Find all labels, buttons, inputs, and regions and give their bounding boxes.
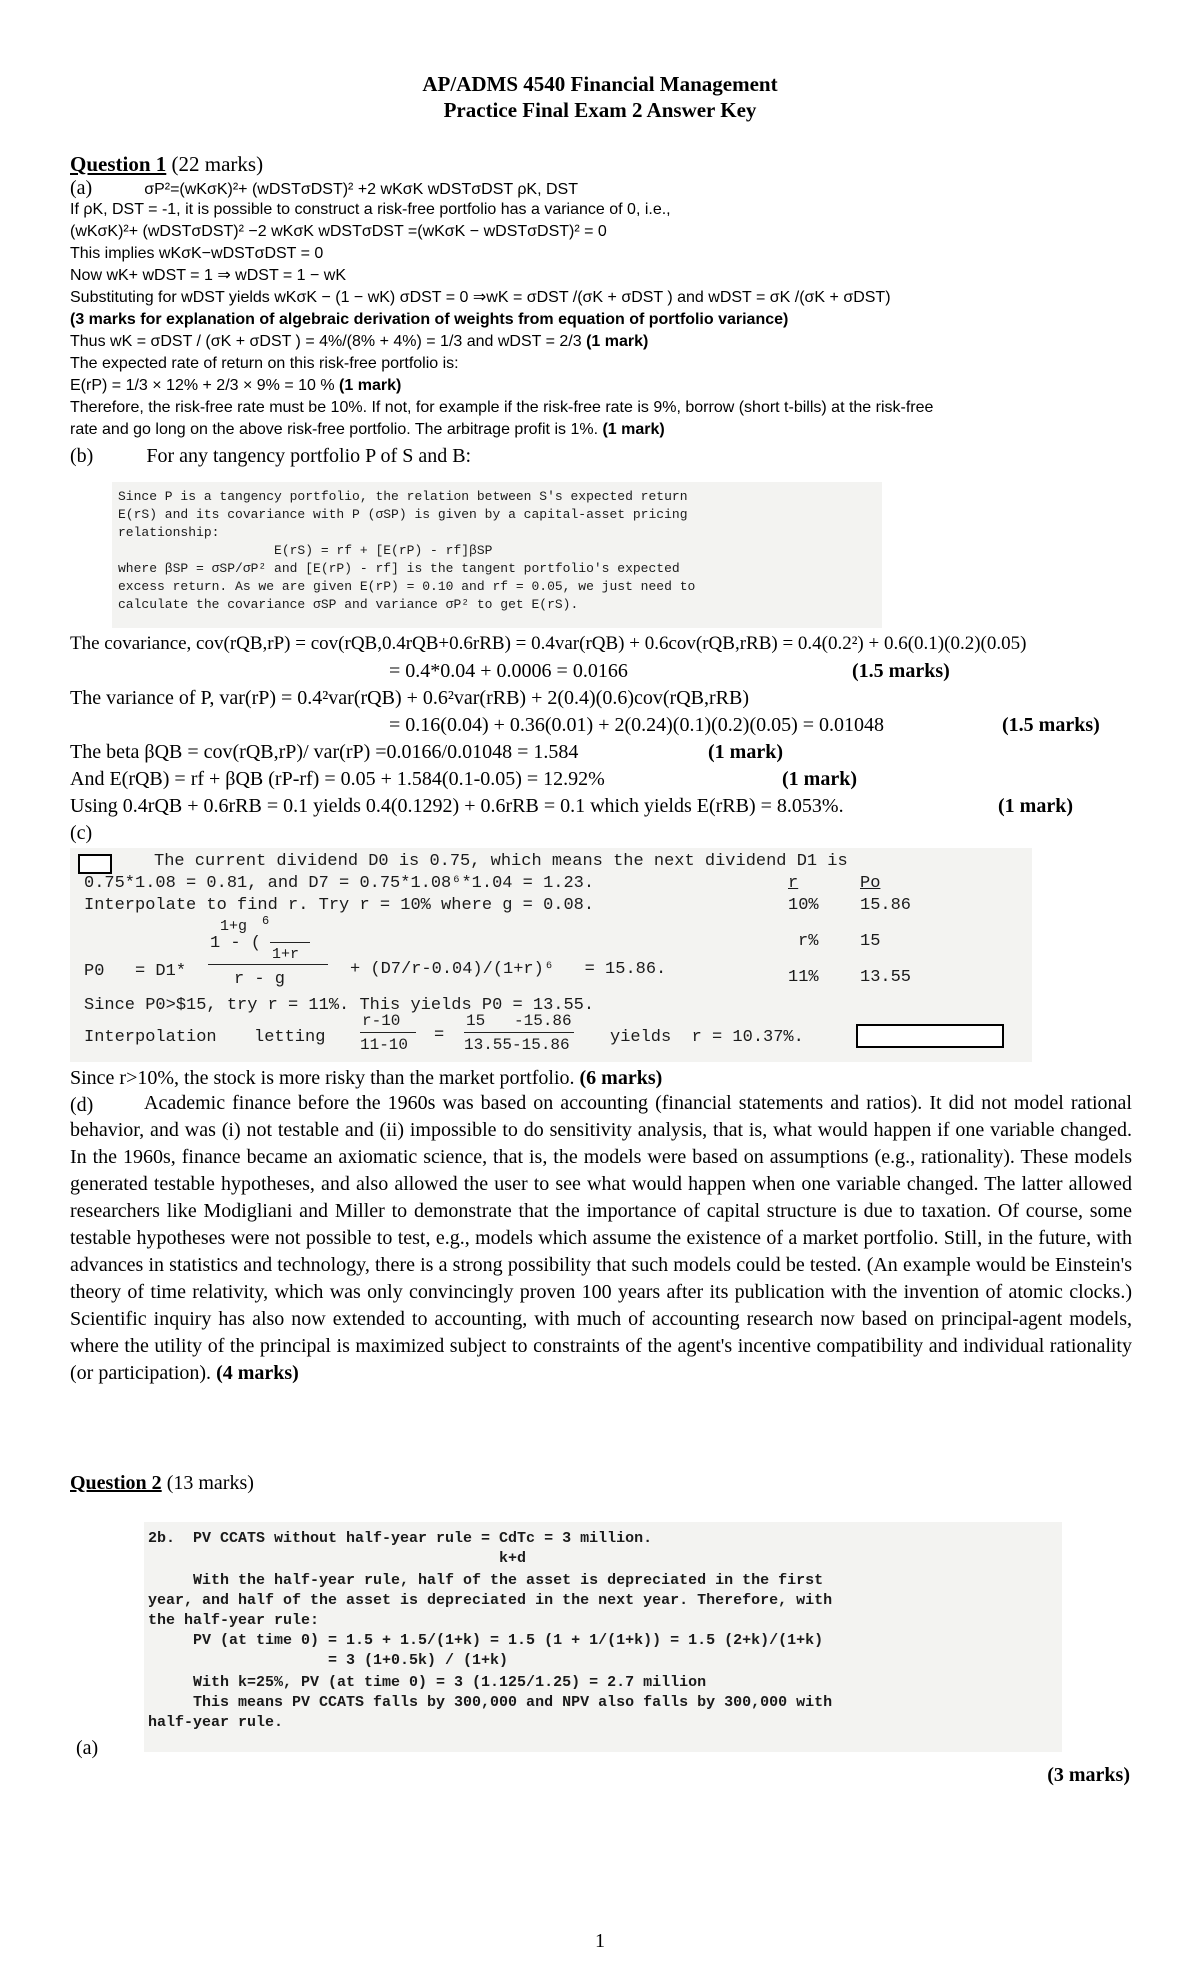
q1b-scanned-excerpt — [112, 482, 882, 628]
q1c-answer-box — [856, 1024, 1004, 1048]
q1a-line-11-text: rate and go long on the above risk-free portfolio. The arbitrage profit is 1%. — [70, 421, 599, 438]
q1c-formula-terminal: + (D7/r-0.04)/(1+r)⁶ = 15.86. — [350, 960, 667, 979]
document-title: AP/ADMS 4540 Financial Management — [422, 72, 778, 96]
q1c-formula-denominator: r - g — [234, 970, 286, 989]
q2-scan-line-7: = 3 (1+0.5k) / (1+k) — [148, 1652, 509, 1669]
q1c-formula-growth-numerator: 1+g — [220, 918, 248, 935]
q2-scan-line-10: half-year rule. — [148, 1714, 284, 1731]
q1c-table-header-r: r — [788, 874, 799, 893]
question-2-marks: (13 marks) — [161, 1472, 254, 1494]
q1a-label: (a) — [70, 177, 93, 199]
q1c-conclusion: Since r>10%, the stock is more risky than the market portfolio. — [70, 1067, 575, 1089]
q1a-line-2: (wKσK)²+ (wDSTσDST)² −2 wKσK wDSTσDST =(wKσK − wDSTσDST)² = 0 — [70, 223, 607, 240]
q1c-conclusion-line — [70, 1066, 662, 1090]
q1d-marks: (4 marks) — [211, 1362, 299, 1384]
q2-scan-line-8: With k=25%, PV (at time 0) = 3 (1.125/1.25) = 2.7 million — [148, 1674, 707, 1691]
q1c-interp-bar-1 — [360, 1032, 416, 1033]
q1d-text: Academic finance before the 1960s was based on accounting (financial statements and ratios). It did not model rational behavior, and was (i) not testable and (ii) impossible to do sensitivity analysis, that is, what would happen if one variable changed. In the 1960s, finance became an axiomatic science, that is, the models were based on assumptions (e.g., rationality). These models generated testable hypotheses, and also allowed the user to see what would happen when one variable changed. The latter allowed researchers like Modigliani and Miller to demonstrate that the importance of capital structure is due to taxation. Of course, some testable hypotheses were not possible to test, e.g., models which assume the existence of a market portfolio. Still, in the future, with advances in statistics and technology, there is a strong possibility that such models could be tested. (An example would be Einstein's theory of time relativity, which was only convincingly proven 100 years after its publication with the invention of atomic clocks.) Scientific inquiry has also now extended to accounting, with much of accounting research now based on principal-agent models, where the utility of the principal is maximized subject to constraints of the agent's incentive compatibility and individual rationality (or participation). — [70, 1092, 1132, 1384]
q1c-interpolation-letting: letting — [254, 1028, 326, 1047]
q1c-scan-line-2: 0.75*1.08 = 0.81, and D7 = 0.75*1.08⁶*1.04 = 1.23. — [84, 874, 595, 893]
q1c-scanned-excerpt — [70, 848, 1032, 1062]
q1a-line-7-text: Thus wK = σDST / (σK + σDST ) = 4%/(8% + 4%) = 1/3 and wDST = 2/3 — [70, 333, 582, 350]
q1b-beta-line: The beta βQB = cov(rQB,rP)/ var(rP) =0.0166/0.01048 = 1.584 — [70, 741, 579, 763]
q1b-scan-line-3: relationship: — [118, 525, 220, 540]
q1b-variance-line: The variance of P, var(rP) = 0.4²var(rQB) + 0.6²var(rRB) + 2(0.4)(0.6)cov(rQB,rRB) — [70, 687, 749, 709]
q1b-variance-result: = 0.16(0.04) + 0.36(0.01) + 2(0.24)(0.1)(0.2)(0.05) = 0.01048 — [389, 714, 885, 736]
q1c-interp-bar-2 — [464, 1032, 574, 1033]
q2-scan-line-6: PV (at time 0) = 1.5 + 1.5/(1+k) = 1.5 (1 + 1/(1+k)) = 1.5 (2+k)/(1+k) — [148, 1632, 824, 1649]
q1c-inner-fraction-bar — [270, 942, 310, 943]
q1a-line-6: (3 marks for explanation of algebraic derivation of weights from equation of portfolio variance) — [70, 311, 789, 328]
q2-scan-line-5: the half-year rule: — [148, 1612, 320, 1629]
q2-scanned-excerpt — [144, 1522, 1062, 1752]
q1c-interp-numerator-2: 15 -15.86 — [466, 1012, 572, 1030]
q1c-table-po-2: 15 — [860, 932, 881, 951]
q2-scan-line-4: year, and half of the asset is depreciated in the next year. Therefore, with — [148, 1592, 833, 1609]
q1c-conclusion-marks: (6 marks) — [574, 1067, 663, 1089]
q1a-line-9-marks: (1 mark) — [334, 377, 402, 394]
q1c-formula-p0: P0 = D1* — [84, 962, 187, 981]
q1c-formula-exponent: 6 — [262, 914, 270, 928]
q1b-intro-line — [70, 444, 471, 468]
q1b-scan-line-4: E(rS) = rf + [E(rP) - rf]βSP — [118, 543, 493, 558]
q1c-scan-line-1: The current dividend D0 is 0.75, which means the next dividend D1 is — [154, 852, 848, 871]
q1a-line-9-text: E(rP) = 1/3 × 12% + 2/3 × 9% = 10 % — [70, 377, 335, 394]
q1c-outer-fraction-bar — [208, 964, 328, 965]
q1a-line-10: Therefore, the risk-free rate must be 10%. If not, for example if the risk-free rate is 9%, borrow (short t-bills) at the risk-free — [70, 399, 934, 416]
q1b-expected-return-line: And E(rQB) = rf + βQB (rP-rf) = 0.05 + 1.584(0.1-0.05) = 12.92% — [70, 768, 605, 790]
q1b-scan-line-6: excess return. As we are given E(rP) = 0.10 and rf = 0.05, we just need to — [118, 579, 696, 594]
q1b-scan-line-7: calculate the covariance σSP and variance σP² to get E(rS). — [118, 597, 579, 612]
question-1-marks: (22 marks) — [166, 152, 264, 176]
q1a-line-3: This implies wKσK−wDSTσDST = 0 — [70, 245, 324, 262]
q1a-line-1: If ρK, DST = -1, it is possible to construct a risk-free portfolio has a variance of 0, i.e., — [70, 201, 671, 218]
q1c-table-r-1: 10% — [788, 896, 819, 915]
q2a-label: (a) — [76, 1737, 99, 1759]
q1b-scan-line-1: Since P is a tangency portfolio, the relation between S's expected return — [118, 489, 688, 504]
q1c-table-header-po: Po — [860, 874, 881, 893]
q1c-label: (c) — [70, 822, 93, 844]
q1a-line-7-marks: (1 mark) — [581, 333, 649, 350]
q1a-line-8: The expected rate of return on this risk-free portfolio is: — [70, 355, 459, 372]
q1b-covariance-line: The covariance, cov(rQB,rP) = cov(rQB,0.4rQB+0.6rRB) = 0.4var(rQB) + 0.6cov(rQB,rRB) = 0.4(0.2²) + 0.6(0.1)(0.2)(0.05) — [70, 633, 1027, 654]
q1c-interp-denominator-1: 11-10 — [360, 1036, 409, 1054]
question-2-title: Question 2 — [70, 1472, 162, 1494]
q2-scan-line-3: With the half-year rule, half of the asset is depreciated in the first — [148, 1572, 824, 1589]
q1a-line-7 — [70, 332, 648, 352]
q1b-rb-line: Using 0.4rQB + 0.6rRB = 0.1 yields 0.4(0.1292) + 0.6rRB = 0.1 which yields E(rRB) = 8.053%. — [70, 795, 844, 817]
q1c-table-r-3: 11% — [788, 968, 819, 987]
q1a-line-11-marks: (1 mark) — [598, 421, 665, 438]
q1c-empty-box-top — [78, 854, 112, 874]
q1c-formula-one-minus: 1 - ( — [210, 934, 262, 953]
q1b-label: (b) — [70, 445, 94, 467]
q2-scan-line-2: k+d — [148, 1550, 527, 1567]
q1b-scan-line-5: where βSP = σSP/σP² and [E(rP) - rf] is the tangent portfolio's expected — [118, 561, 680, 576]
q1c-formula-one-plus-r: 1+r — [272, 946, 300, 963]
q1b-covariance-marks: (1.5 marks) — [852, 660, 950, 682]
q1c-table-po-3: 13.55 — [860, 968, 912, 987]
page-number: 1 — [595, 1930, 605, 1952]
q1c-interpolation-label: Interpolation — [84, 1028, 217, 1047]
question-1-title: Question 1 — [70, 152, 167, 176]
q1c-interp-equals: = — [434, 1026, 445, 1045]
q1a-line-4: Now wK+ wDST = 1 ⇒ wDST = 1 − wK — [70, 267, 347, 284]
q1a-line-9 — [70, 376, 401, 396]
q1d-paragraph — [70, 1090, 1132, 1387]
question-1-heading — [70, 152, 263, 177]
q1c-table-r-2: r% — [798, 932, 819, 951]
q1c-scan-line-3: Interpolate to find r. Try r = 10% where g = 0.08. — [84, 896, 595, 915]
q1c-table-po-1: 15.86 — [860, 896, 912, 915]
document-subtitle: Practice Final Exam 2 Answer Key — [443, 98, 757, 122]
q1a-line-5: Substituting for wDST yields wKσK − (1 − wK) σDST = 0 ⇒wK = σDST /(σK + σDST ) and wDST = σK /(σK + σDST) — [70, 289, 891, 306]
q1a-formula-line — [70, 178, 578, 200]
q2-scan-line-1: 2b. PV CCATS without half-year rule = CdTc = 3 million. — [148, 1530, 653, 1547]
q1b-covariance-result: = 0.4*0.04 + 0.0006 = 0.0166 — [389, 660, 628, 682]
q1a-formula: σP²=(wKσK)²+ (wDSTσDST)² +2 wKσK wDSTσDST ρK, DST — [144, 181, 578, 198]
q1b-scan-line-2: E(rS) and its covariance with P (σSP) is given by a capital-asset pricing — [118, 507, 688, 522]
q1c-scan-line-try-11: Since P0>$15, try r = 11%. This yields P0 = 13.55. — [84, 996, 595, 1015]
question-2-heading — [70, 1472, 254, 1495]
q1b-intro: For any tangency portfolio P of S and B: — [146, 445, 472, 467]
q1b-rb-marks: (1 mark) — [998, 795, 1073, 817]
q2a-marks: (3 marks) — [1047, 1764, 1130, 1786]
q1b-variance-marks: (1.5 marks) — [1002, 714, 1100, 736]
q1b-beta-marks: (1 mark) — [708, 741, 783, 763]
q1a-line-11 — [70, 420, 665, 440]
q2-scan-line-9: This means PV CCATS falls by 300,000 and NPV also falls by 300,000 with — [148, 1694, 833, 1711]
q1c-interp-denominator-2: 13.55-15.86 — [464, 1036, 570, 1054]
q1c-interp-result: yields r = 10.37%. — [610, 1028, 804, 1047]
q1d-label: (d) — [70, 1094, 94, 1116]
q1b-expected-return-marks: (1 mark) — [782, 768, 857, 790]
q1c-interp-numerator-1: r-10 — [362, 1012, 401, 1030]
